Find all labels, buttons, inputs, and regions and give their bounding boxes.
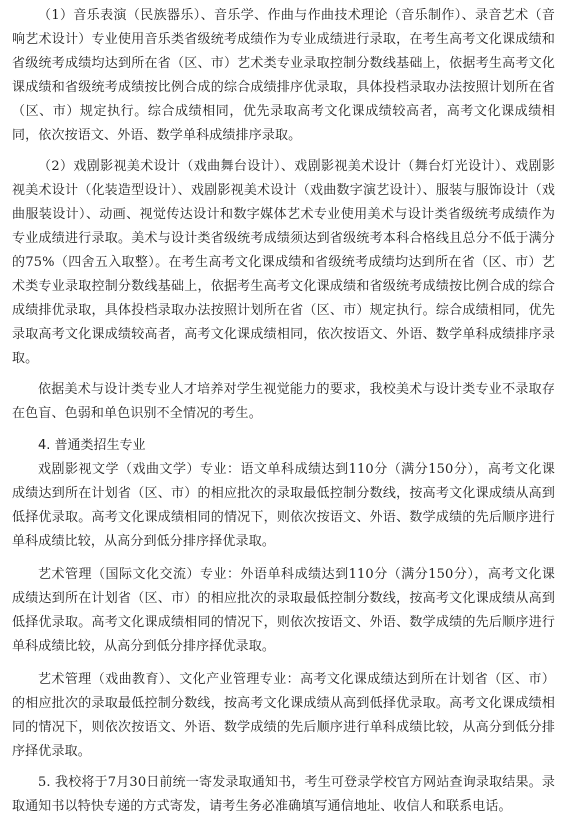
paragraph-admission-notice: 5. 我校将于7月30日前统一寄发录取通知书，考生可登录学校官方网站查询录取结果。录取通知书以特快专递的方式寄发，请考生务必准确填写通信地址、收信人和联系电话。 [12, 775, 555, 814]
paragraph-art-design-admission: （2）戏剧影视美术设计（戏曲舞台设计）、戏剧影视美术设计（舞台灯光设计）、戏剧影视美术设计（化装造型设计）、戏剧影视美术设计（戏曲数字演艺设计）、服装与服饰设计（戏曲服装设计）、动画、视觉传达设计和数字媒体艺术专业使用美术与设计类省级统考成绩作为专业成绩进行录取。美术与设计类省级统考成绩须达到省级统考本科合格线且总分不低于满分的75%（四舍五入取整）。在考生高考文化课成绩和省级统考成绩均达到所在省（区、市）艺术类专业录取控制分数线基础上，依据考生高考文化课成绩和省级统考成绩按比例合成的综合成绩排优录取，具体投档录取办法按照计划所在省（区、市）规定执行。综合成绩相同，优先录取高考文化课成绩较高者，高考文化课成绩相同，依次按语文、外语、数学单科成绩排序录取。 [12, 159, 555, 366]
paragraph-arts-management-international: 艺术管理（国际文化交流）专业：外语单科成绩达到110分（满分150分），高考文化课成绩达到所在计划省（区、市）的相应批次的录取最低控制分数线，按高考文化课成绩从高到低择优录取。高考文化课成绩相同的情况下，则依次按语文、外语、数学成绩的先后顺序进行单科成绩比较，从高分到低分排序择优录取。 [12, 567, 555, 654]
paragraph-arts-management-opera-education: 艺术管理（戏曲教育）、文化产业管理专业：高考文化课成绩达到所在计划省（区、市）的相应批次的录取最低控制分数线，按高考文化课成绩从高到低择优录取。高考文化课成绩相同的情况下，则依次按语文、外语、数学成绩的先后顺序进行单科成绩比较，从高分到低分排序择优录取。 [12, 672, 555, 759]
section-heading-general-majors: 4. 普通类招生专业 [38, 438, 146, 453]
paragraph-music-admission: （1）音乐表演（民族器乐）、音乐学、作曲与作曲技术理论（音乐制作）、录音艺术（音响艺术设计）专业使用音乐类省级统考成绩作为专业成绩进行录取，在考生高考文化课成绩和省级统考成绩均达到所在省（区、市）艺术类专业录取控制分数线基础上，依据考生高考文化课成绩和省级统考成绩按比例合成的综合成绩排序优录取，具体投档录取办法按照计划所在省（区、市）规定执行。综合成绩相同，优先录取高考文化课成绩较高者，高考文化课成绩相同，依次按语文、外语、数学单科成绩排序录取。 [12, 8, 555, 143]
paragraph-drama-literature: 戏剧影视文学（戏曲文学）专业：语文单科成绩达到110分（满分150分），高考文化课成绩达到所在计划省（区、市）的相应批次的录取最低控制分数线，按高考文化课成绩从高到低择优录取。高考文化课成绩相同的情况下，则依次按语文、外语、数学成绩的先后顺序进行单科成绩比较，从高分到低分排序择优录取。 [12, 462, 555, 549]
paragraph-color-vision-requirement: 依据美术与设计类专业人才培养对学生视觉能力的要求，我校美术与设计类专业不录取存在色盲、色弱和单色识别不全情况的考生。 [12, 382, 555, 421]
